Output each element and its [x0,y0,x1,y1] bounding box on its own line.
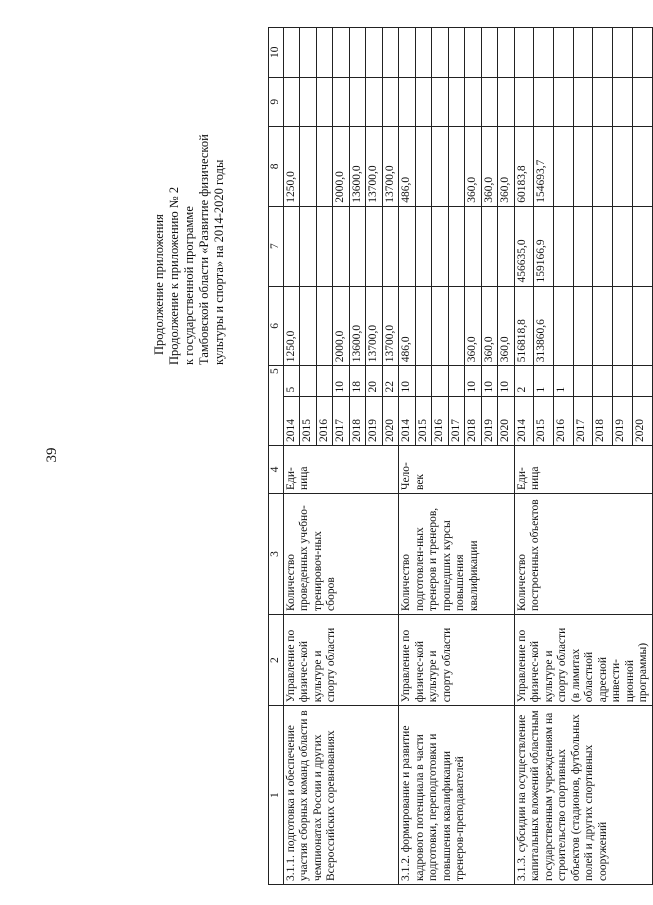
year-cell: 2020 [498,396,515,446]
indicator-name: Количество подготовлен-ных тренеров и тренеров, прошедших курсы повышения квалификации [399,494,515,615]
year-cell: 2014 [514,396,534,446]
value-col6: 13700,0 [382,286,399,366]
year-cell: 2016 [316,396,333,446]
value-col7 [399,206,416,286]
value-col10 [316,28,333,78]
value-col7 [613,206,633,286]
indicator-name: Количество построенных объектов [514,494,652,615]
value-col8: 360,0 [465,127,482,207]
value-col5 [613,366,633,396]
col-header-2: 2 [269,615,284,706]
year-cell: 2019 [366,396,383,446]
value-col7 [593,206,613,286]
value-col9 [498,77,515,127]
value-col8 [632,127,652,207]
column-number-row [269,28,284,885]
value-col8: 1250,0 [283,127,300,207]
value-col5 [415,366,432,396]
value-col6: 360,0 [498,286,515,366]
year-cell: 2017 [333,396,350,446]
heading-line-5: культуры и спорта» на 2014-2020 годы [212,159,226,365]
value-col6 [300,286,317,366]
value-col7 [498,206,515,286]
page-number: 39 [44,447,60,463]
value-col5: 20 [366,366,383,396]
value-col10 [415,28,432,78]
unit: Еди-ница [283,446,399,494]
value-col8: 360,0 [498,127,515,207]
value-col8 [593,127,613,207]
value-col10 [553,28,573,78]
value-col6: 516818,8 [514,286,534,366]
value-col5 [573,366,593,396]
value-col10 [514,28,534,78]
value-col5 [593,366,613,396]
value-col6 [448,286,465,366]
value-col6 [432,286,449,366]
value-col5: 5 [283,366,300,396]
value-col10 [498,28,515,78]
value-col9 [465,77,482,127]
rotated-page [150,25,649,885]
value-col9 [432,77,449,127]
year-cell: 2019 [481,396,498,446]
value-col9 [283,77,300,127]
value-col10 [448,28,465,78]
value-col7 [283,206,300,286]
value-col6 [593,286,613,366]
value-col5: 18 [349,366,366,396]
value-col9 [382,77,399,127]
value-col5: 1 [553,366,573,396]
value-col8 [316,127,333,207]
value-col8 [553,127,573,207]
value-col5: 10 [498,366,515,396]
value-col9 [333,77,350,127]
value-col8: 360,0 [481,127,498,207]
value-col5: 10 [333,366,350,396]
value-col6 [316,286,333,366]
heading-line-2: Продолжение к приложению № 2 [167,186,181,365]
value-col6 [415,286,432,366]
value-col9 [593,77,613,127]
value-col7 [366,206,383,286]
value-col8 [432,127,449,207]
value-col9 [514,77,534,127]
value-col6 [613,286,633,366]
value-col10 [432,28,449,78]
value-col9 [481,77,498,127]
value-col7 [382,206,399,286]
col-header-3: 3 [269,494,284,615]
value-col10 [613,28,633,78]
value-col5 [448,366,465,396]
col-header-4: 4 [269,446,284,494]
value-col10 [465,28,482,78]
value-col5 [316,366,333,396]
col-header-9: 9 [269,77,284,127]
value-col6: 360,0 [465,286,482,366]
table-row [283,28,300,885]
measure-name: 3.1.3. субсидии на осуществление капитальных вложений областным государственным учреждениям на строительство спортивных объектов (стадионов, футбольных полей и других спортивных сооружений [514,706,652,885]
value-col6: 486,0 [399,286,416,366]
value-col6: 13700,0 [366,286,383,366]
value-col8: 13600,0 [349,127,366,207]
col-header-1: 1 [269,706,284,885]
value-col10 [349,28,366,78]
value-col9 [366,77,383,127]
value-col8 [300,127,317,207]
value-col8: 486,0 [399,127,416,207]
unit: Еди-ница [514,446,652,494]
value-col8 [415,127,432,207]
year-cell: 2015 [300,396,317,446]
value-col10 [632,28,652,78]
value-col10 [382,28,399,78]
value-col9 [415,77,432,127]
value-col10 [283,28,300,78]
indicator-name: Количество проведенных учебно-тренировоч-ных сборов [283,494,399,615]
value-col10 [534,28,554,78]
value-col9 [316,77,333,127]
value-col7 [316,206,333,286]
value-col9 [534,77,554,127]
value-col5: 10 [399,366,416,396]
heading-line-4: Тамбовской области «Развитие физической [197,134,211,365]
year-cell: 2020 [382,396,399,446]
value-col5: 2 [514,366,534,396]
value-col7 [300,206,317,286]
year-cell: 2018 [593,396,613,446]
value-col7 [333,206,350,286]
year-cell: 2015 [534,396,554,446]
value-col7 [632,206,652,286]
col-header-10: 10 [269,28,284,78]
value-col9 [553,77,573,127]
value-col5: 10 [465,366,482,396]
value-col10 [300,28,317,78]
executor: Управление по физичес-кой культуре и спорту области (в лимитах областной адресной инвести-ционной программы) [514,615,652,706]
value-col7 [573,206,593,286]
value-col7 [553,206,573,286]
col-header-7: 7 [269,206,284,286]
value-col10 [333,28,350,78]
value-col5 [632,366,652,396]
value-col9 [399,77,416,127]
value-col6: 2000,0 [333,286,350,366]
value-col7: 159166,9 [534,206,554,286]
value-col5: 22 [382,366,399,396]
value-col8 [448,127,465,207]
value-col9 [300,77,317,127]
year-cell: 2020 [632,396,652,446]
value-col7 [415,206,432,286]
year-cell: 2017 [573,396,593,446]
value-col6: 1250,0 [283,286,300,366]
heading-line-1: Продолжение приложения [152,214,166,355]
year-cell: 2018 [349,396,366,446]
value-col8: 13700,0 [382,127,399,207]
value-col5: 1 [534,366,554,396]
year-cell: 2016 [432,396,449,446]
executor: Управление по физичес-кой культуре и спорту области [283,615,399,706]
value-col6: 360,0 [481,286,498,366]
value-col7 [349,206,366,286]
value-col9 [448,77,465,127]
measure-name: 3.1.2. формирование и развитие кадрового потенциала в части подготовки, переподготовки и повышения квалификации тренеров-преподавателей [399,706,515,885]
value-col8: 60183,8 [514,127,534,207]
value-col7 [465,206,482,286]
value-col9 [632,77,652,127]
value-col8: 2000,0 [333,127,350,207]
heading-line-3: к государственной программе [182,206,196,365]
value-col10 [399,28,416,78]
measure-name: 3.1.1. подготовка и обеспечение участия сборных команд области в чемпионатах России и других Всероссийских соревнованиях [283,706,399,885]
value-col5: 10 [481,366,498,396]
heading [152,45,227,365]
appendix-table [268,27,653,885]
value-col10 [573,28,593,78]
unit: Чело-век [399,446,515,494]
col-header-8: 8 [269,127,284,207]
col-header-5: 5 [269,366,284,446]
value-col10 [481,28,498,78]
value-col8 [613,127,633,207]
value-col6: 13600,0 [349,286,366,366]
year-cell: 2019 [613,396,633,446]
value-col8: 154693,7 [534,127,554,207]
value-col6 [632,286,652,366]
col-header-6: 6 [269,286,284,366]
value-col8 [573,127,593,207]
value-col8: 13700,0 [366,127,383,207]
value-col10 [366,28,383,78]
year-cell: 2014 [283,396,300,446]
year-cell: 2016 [553,396,573,446]
value-col5 [432,366,449,396]
value-col5 [300,366,317,396]
value-col7: 456635,0 [514,206,534,286]
value-col7 [481,206,498,286]
value-col6 [573,286,593,366]
executor: Управление по физичес-кой культуре и спорту области [399,615,515,706]
value-col9 [349,77,366,127]
year-cell: 2017 [448,396,465,446]
table-row [514,28,534,885]
year-cell: 2014 [399,396,416,446]
value-col7 [432,206,449,286]
year-cell: 2018 [465,396,482,446]
value-col7 [448,206,465,286]
value-col6: 313860,6 [534,286,554,366]
year-cell: 2015 [415,396,432,446]
value-col10 [593,28,613,78]
value-col9 [613,77,633,127]
table-row [399,28,416,885]
value-col6 [553,286,573,366]
value-col9 [573,77,593,127]
